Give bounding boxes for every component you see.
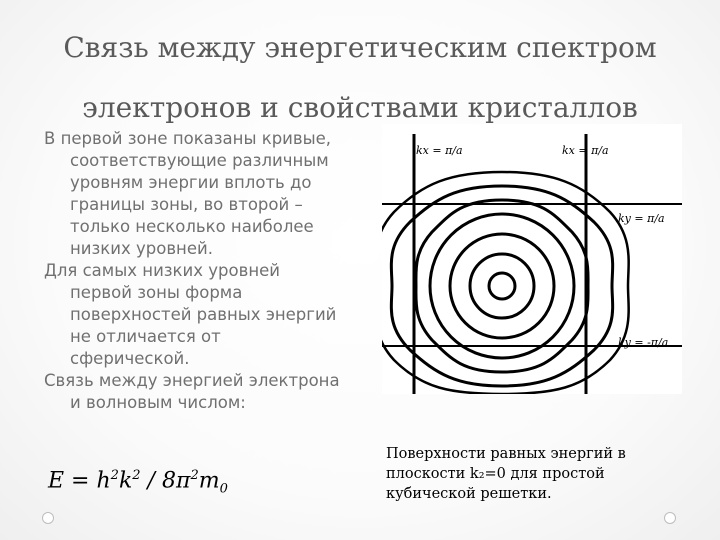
formula-k-exp: 2 — [132, 468, 141, 483]
label-kx-right: kx = π/a — [562, 144, 609, 157]
formula-equals: = — [64, 468, 97, 494]
formula-lhs: E — [48, 468, 65, 494]
energy-circle-4 — [430, 214, 574, 358]
slide-title — [40, 18, 680, 138]
formula-h-exp: 2 — [110, 468, 119, 483]
energy-formula — [48, 468, 228, 508]
energy-surfaces-diagram — [382, 124, 682, 394]
figure-caption: Поверхности равных энергий в плоскости k₂=0 для простой кубической решетки. — [386, 446, 626, 502]
label-kx-left: kx = π/a — [416, 144, 463, 157]
formula-pi: π — [175, 468, 191, 494]
title-line-1: Связь между энергетическим спектром — [63, 31, 657, 64]
formula-divide: / 8 — [140, 468, 176, 494]
slide-decoration-dot-left — [42, 512, 54, 524]
label-ky-bottom: ky = -π/a — [618, 336, 669, 349]
paragraph-first-zone: В первой зоне показаны кривые, соответствующие различным уровням энергии вплоть до границы зоны, во второй – только несколько наиболее низких уровней. — [44, 129, 332, 258]
formula-m: m — [198, 468, 220, 494]
energy-contour-outer-2 — [382, 172, 629, 394]
formula-m-sub: 0 — [219, 481, 228, 497]
paragraph-energy-relation: Связь между энергией электрона и волновым числом: — [44, 371, 340, 412]
body-text — [44, 128, 344, 414]
slide-decoration-dot-right — [664, 512, 676, 524]
label-ky-top: ky = π/a — [618, 212, 665, 225]
energy-circle-3 — [450, 234, 554, 338]
energy-circle-2 — [470, 254, 534, 318]
formula-h: h — [96, 468, 111, 494]
formula-pi-exp: 2 — [190, 468, 199, 483]
energy-contour-outer-1 — [391, 186, 612, 386]
energy-circle-1 — [489, 273, 515, 299]
paragraph-low-levels: Для самых низких уровней первой зоны форма поверхностей равных энергий не отличается от сферической. — [44, 261, 337, 368]
formula-k: k — [118, 468, 133, 494]
title-line-2: электронов и свойствами кристаллов — [82, 91, 638, 124]
energy-surfaces-figure — [382, 124, 682, 394]
